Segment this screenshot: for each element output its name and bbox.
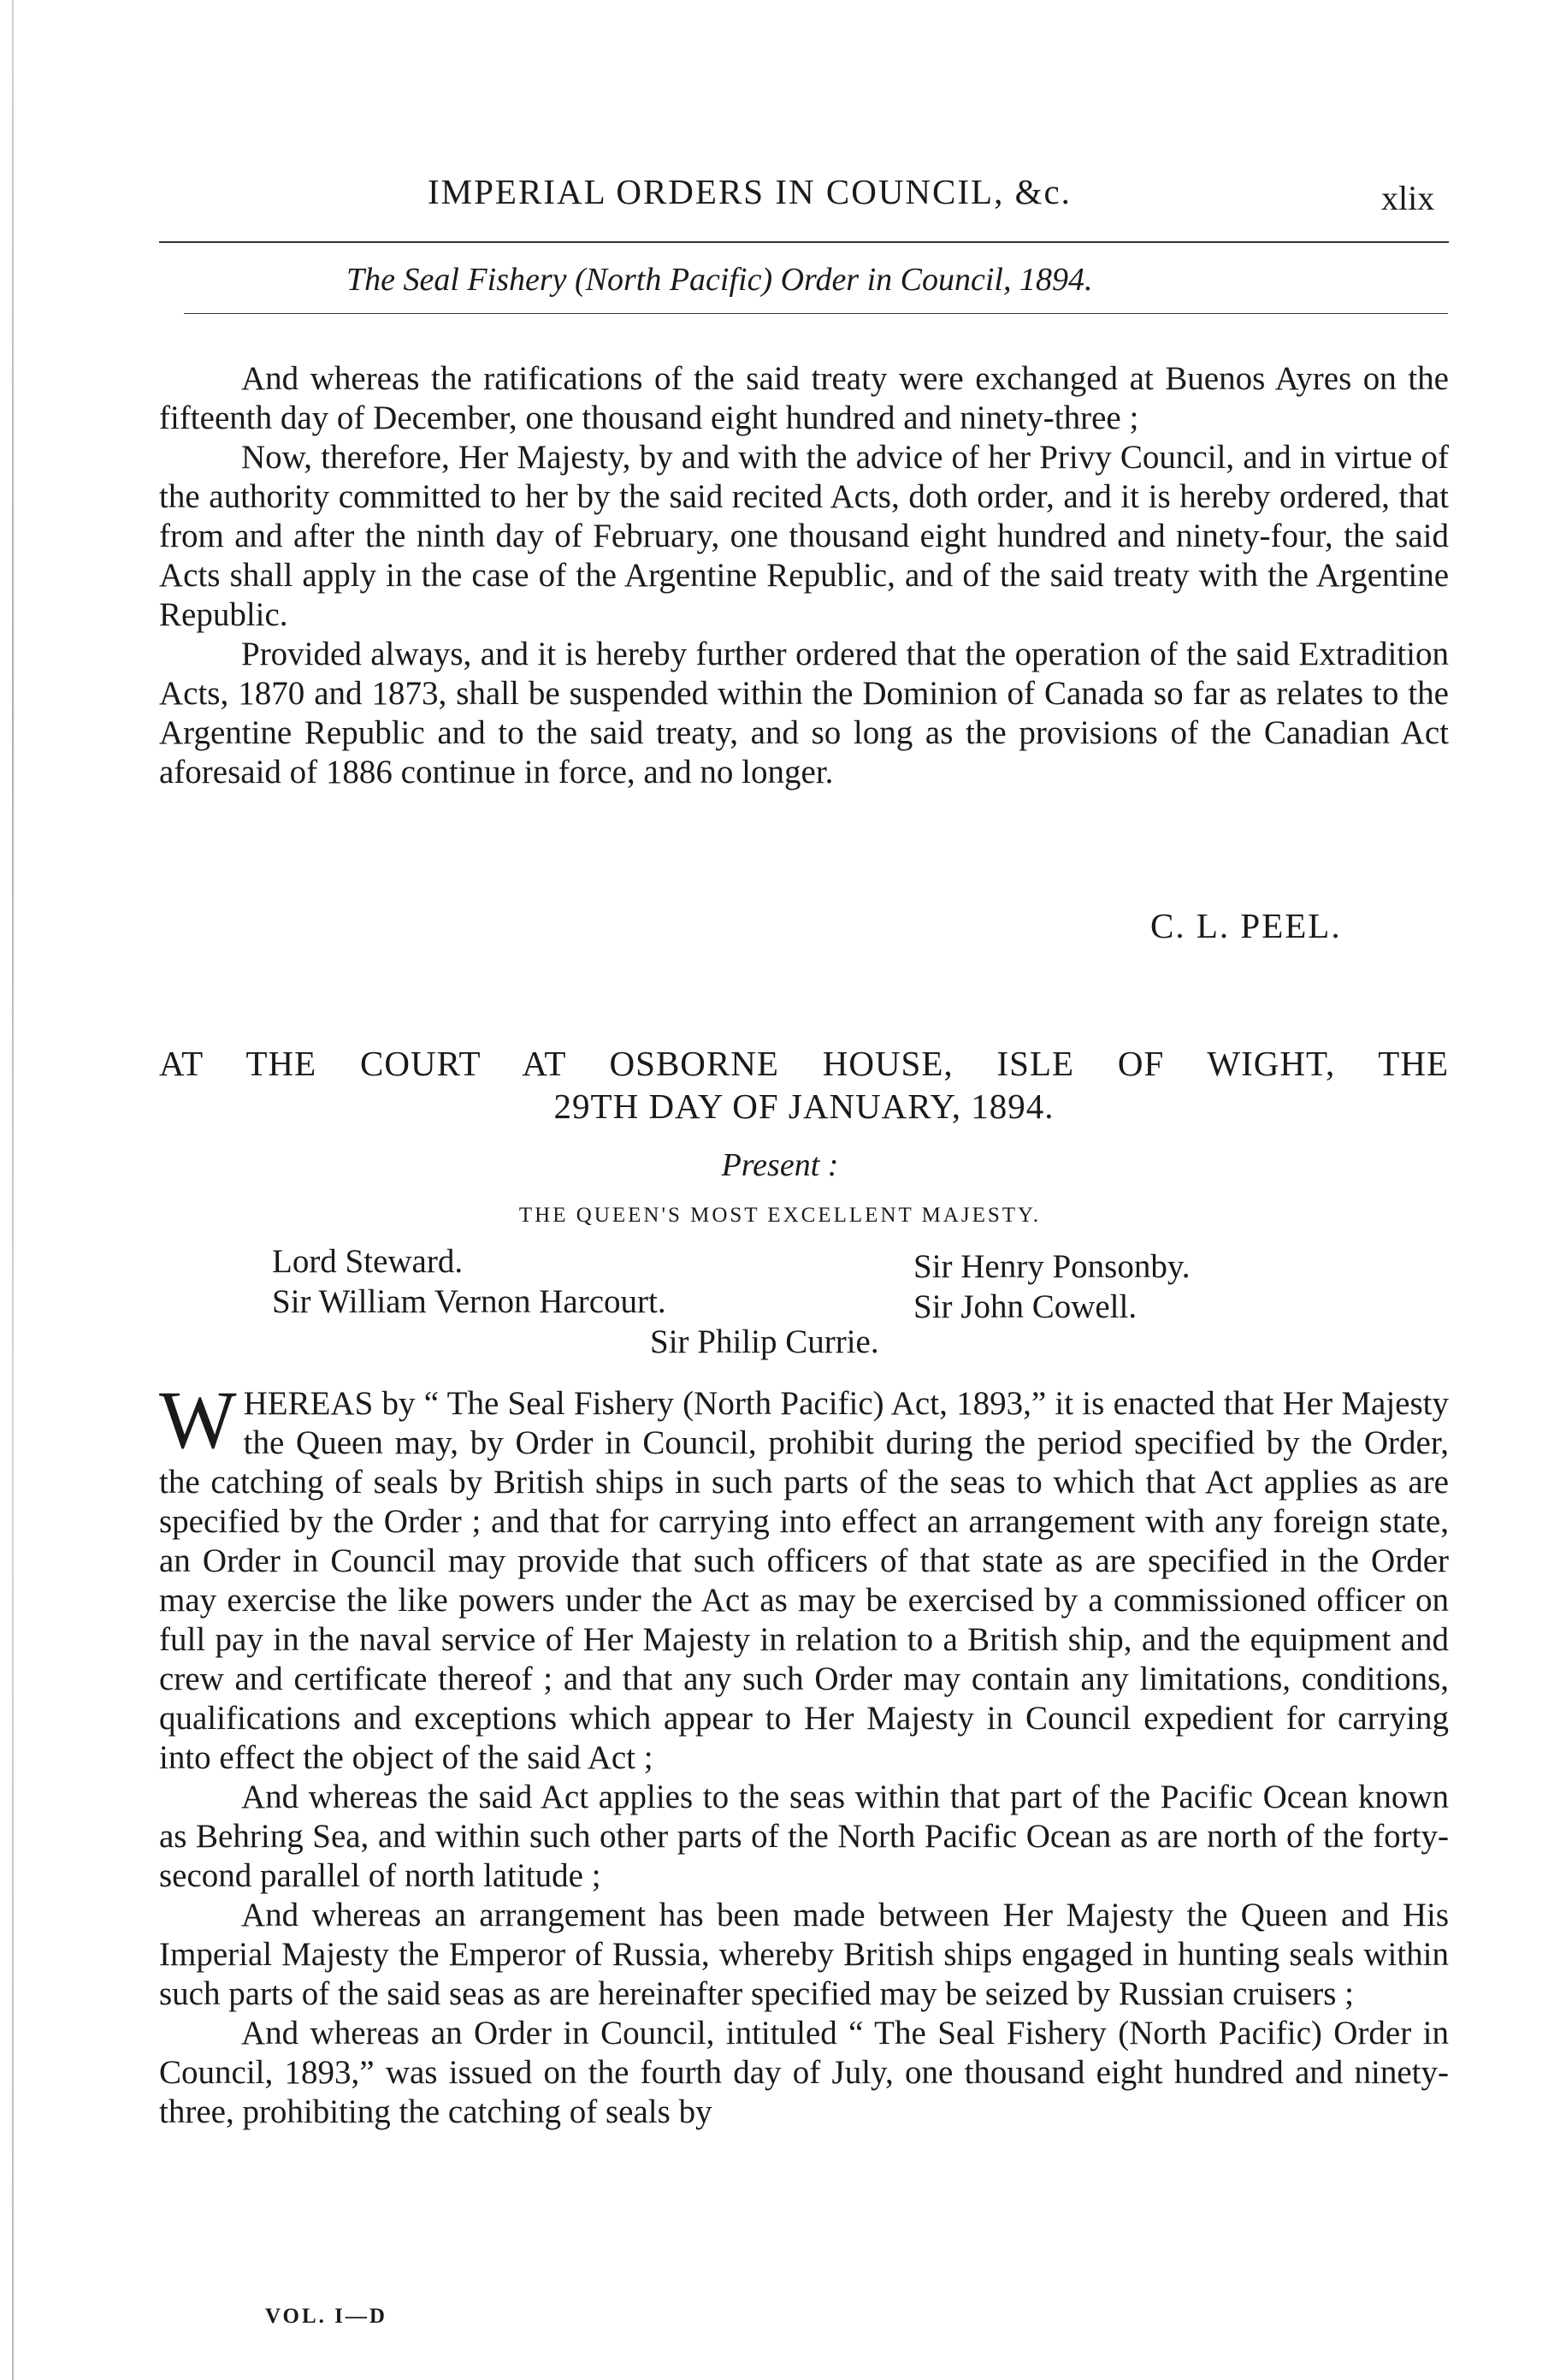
council-member-currie: Sir Philip Currie. (650, 1323, 879, 1360)
court-heading-line-1: AT THE COURT AT OSBORNE HOUSE, ISLE OF WIGHT, THE (159, 1044, 1449, 1083)
section-subhead: The Seal Fishery (North Pacific) Order in Council, 1894. (346, 262, 1093, 298)
majesty-line: THE QUEEN'S MOST EXCELLENT MAJESTY. (518, 1204, 1042, 1227)
clerk-signature: C. L. PEEL. (1150, 906, 1342, 945)
paragraph-now-therefore: Now, therefore, Her Majesty, by and with the advice of her Privy Council, and in virtue of the authority committed to her by the said recited Acts, doth order, and it is hereby ordered, that from and after the ninth day of February, one thousand eight hundred and ninety-four, the said Acts shall apply in the case of the Argentine Republic, and of the said treaty with the Argentine Republic. (159, 439, 1449, 633)
order-body-text (159, 1374, 1449, 2132)
paragraph-provided-always: Provided always, and it is hereby further ordered that the operation of the said Extradition Acts, 1870 and 1873, shall be suspended within the Dominion of Canada so far as relates to the Argentine Republic and to the said treaty, and so long as the provisions of the Canadian Act aforesaid of 1886 continue in force, and no longer. (159, 636, 1449, 790)
council-member-cowell: Sir John Cowell. (913, 1288, 1138, 1325)
council-member-ponsonby: Sir Henry Ponsonby. (913, 1248, 1191, 1285)
running-head: IMPERIAL ORDERS IN COUNCIL, &c. (428, 172, 1072, 211)
court-heading-line-2: 29TH DAY OF JANUARY, 1894. (553, 1086, 1055, 1126)
paragraph-behring-sea: And whereas the said Act applies to the seas within that part of the Pacific Ocean known as Behring Sea, and within such other parts of the North Pacific Ocean as are north of the forty-second parallel of north latitude ; (159, 1779, 1449, 1894)
present-label: Present : (721, 1147, 839, 1183)
court-heading (159, 1042, 1449, 1128)
paragraph-whereas-text: HEREAS by “ The Seal Fishery (North Pacific) Act, 1893,” it is enacted that Her Majesty the Queen may, by Order in Council, prohibit during the period specified by the Order, the catching of seals by British ships in such parts of the seas to which that Act applies as are specified by the Order ; and that for carrying into effect an arrangement with any foreign state, an Order in Council may provide that such officers of that state as are specified in the Order may exercise the like powers under the Act as may be exercised by a commissioned officer on full pay in the naval service of Her Majesty in relation to a British ship, and the equipment and crew and certificate thereof ; and that any such Order may contain any limitations, conditions, qualifications and exceptions which appear to Her Majesty in Council expedient for carrying into effect the object of the said Act ; (159, 1385, 1449, 1776)
drop-cap: W (159, 1374, 237, 1465)
council-member-harcourt: Sir William Vernon Harcourt. (272, 1283, 666, 1320)
paragraph-order-1893: And whereas an Order in Council, intituled “ The Seal Fishery (North Pacific) Order in Council, 1893,” was issued on the fourth day of July, one thousand eight hundred and ninety-three, prohibiting the catching of seals by (159, 2015, 1449, 2130)
header-rule-bottom (184, 313, 1448, 314)
page-number: xlix (1381, 179, 1435, 217)
council-member-lord-steward: Lord Steward. (272, 1243, 464, 1280)
paragraph-ratifications: And whereas the ratifications of the said treaty were exchanged at Buenos Ayres on the fifteenth day of December, one thousand eight hundred and ninety-three ; (159, 360, 1449, 436)
paragraph-russia-arrangement: And whereas an arrangement has been made between Her Majesty the Queen and His Imperial Majesty the Emperor of Russia, whereby British ships engaged in hunting seals within such parts of the said seas as are hereinafter specified may be seized by Russian cruisers ; (159, 1897, 1449, 2012)
paragraph-whereas (159, 1374, 1449, 1778)
order-continuation-text (159, 359, 1449, 792)
header-rule-top (159, 241, 1449, 243)
signature-mark: VOL. I—D (265, 2305, 387, 2328)
binding-edge (12, 0, 14, 2380)
